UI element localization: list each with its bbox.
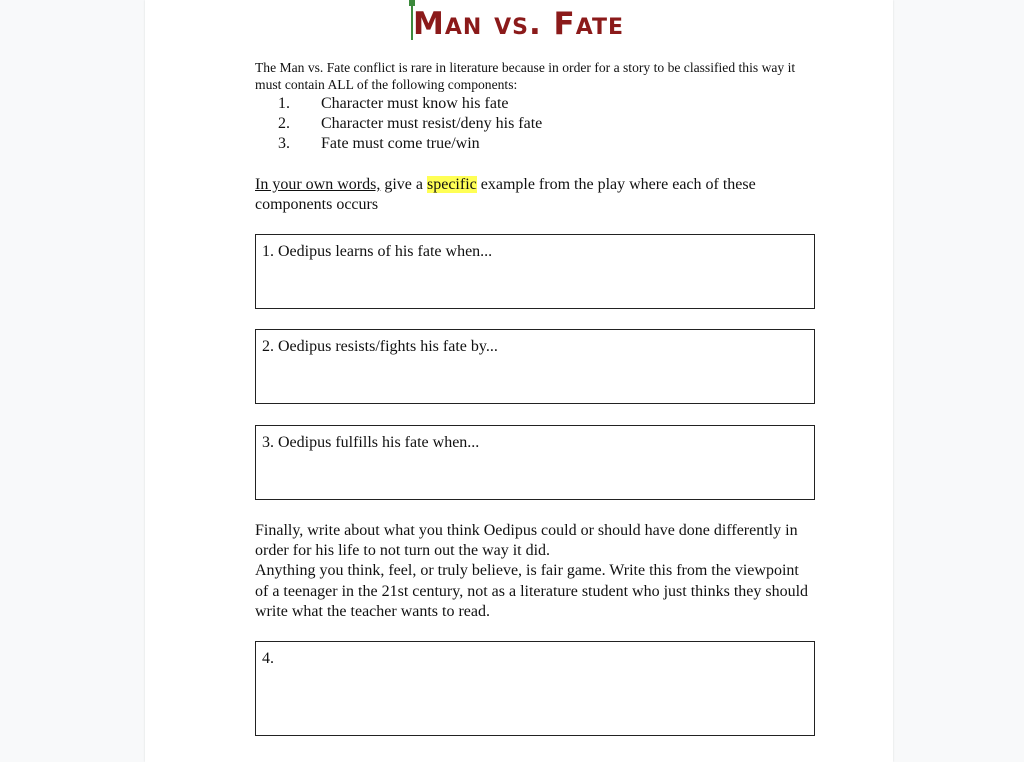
answer-box-label: 2. Oedipus resists/fights his fate by... [262, 338, 498, 355]
final-prompt-line: Anything you think, feel, or truly believe, is fair game. Write this from the viewpoint of a teenager in the 21st century, not as a literature student who just thinks they should write what the teacher wants to read. [255, 562, 809, 620]
final-prompt [255, 521, 815, 622]
list-item [255, 94, 815, 114]
document-page [145, 0, 893, 762]
components-list [255, 94, 815, 154]
answer-box-1[interactable] [255, 234, 815, 309]
list-number: 2. [278, 115, 290, 132]
answer-box-2[interactable] [255, 329, 815, 404]
highlighted-word: specific [426, 176, 477, 193]
answer-box-label: 1. Oedipus learns of his fate when... [262, 243, 493, 260]
underlined-phrase: In your own words, [255, 176, 381, 193]
intro-paragraph: The Man vs. Fate conflict is rare in literature because in order for a story to be classified this way it must contain ALL of the following components: [255, 60, 796, 92]
instruction-prompt [255, 175, 835, 215]
prompt-text: example from the play where each of these components occurs [255, 176, 756, 213]
prompt-text: give a [380, 176, 427, 193]
list-number: 1. [278, 95, 290, 112]
list-item [255, 114, 815, 134]
answer-box-4[interactable] [255, 641, 815, 736]
list-text: Fate must come true/win [321, 135, 480, 152]
answer-box-label: 4. [262, 650, 274, 667]
list-text: Character must know his fate [321, 95, 509, 112]
final-prompt-line: Finally, write about what you think Oedipus could or should have done differently in order for his life to not turn out the way it did. [255, 522, 798, 560]
list-text: Character must resist/deny his fate [321, 115, 543, 132]
list-number: 3. [278, 135, 290, 152]
document-title: Man vs. Fate [413, 6, 625, 42]
answer-box-label: 3. Oedipus fulfills his fate when... [262, 434, 480, 451]
answer-box-3[interactable] [255, 425, 815, 500]
list-item [255, 134, 815, 154]
